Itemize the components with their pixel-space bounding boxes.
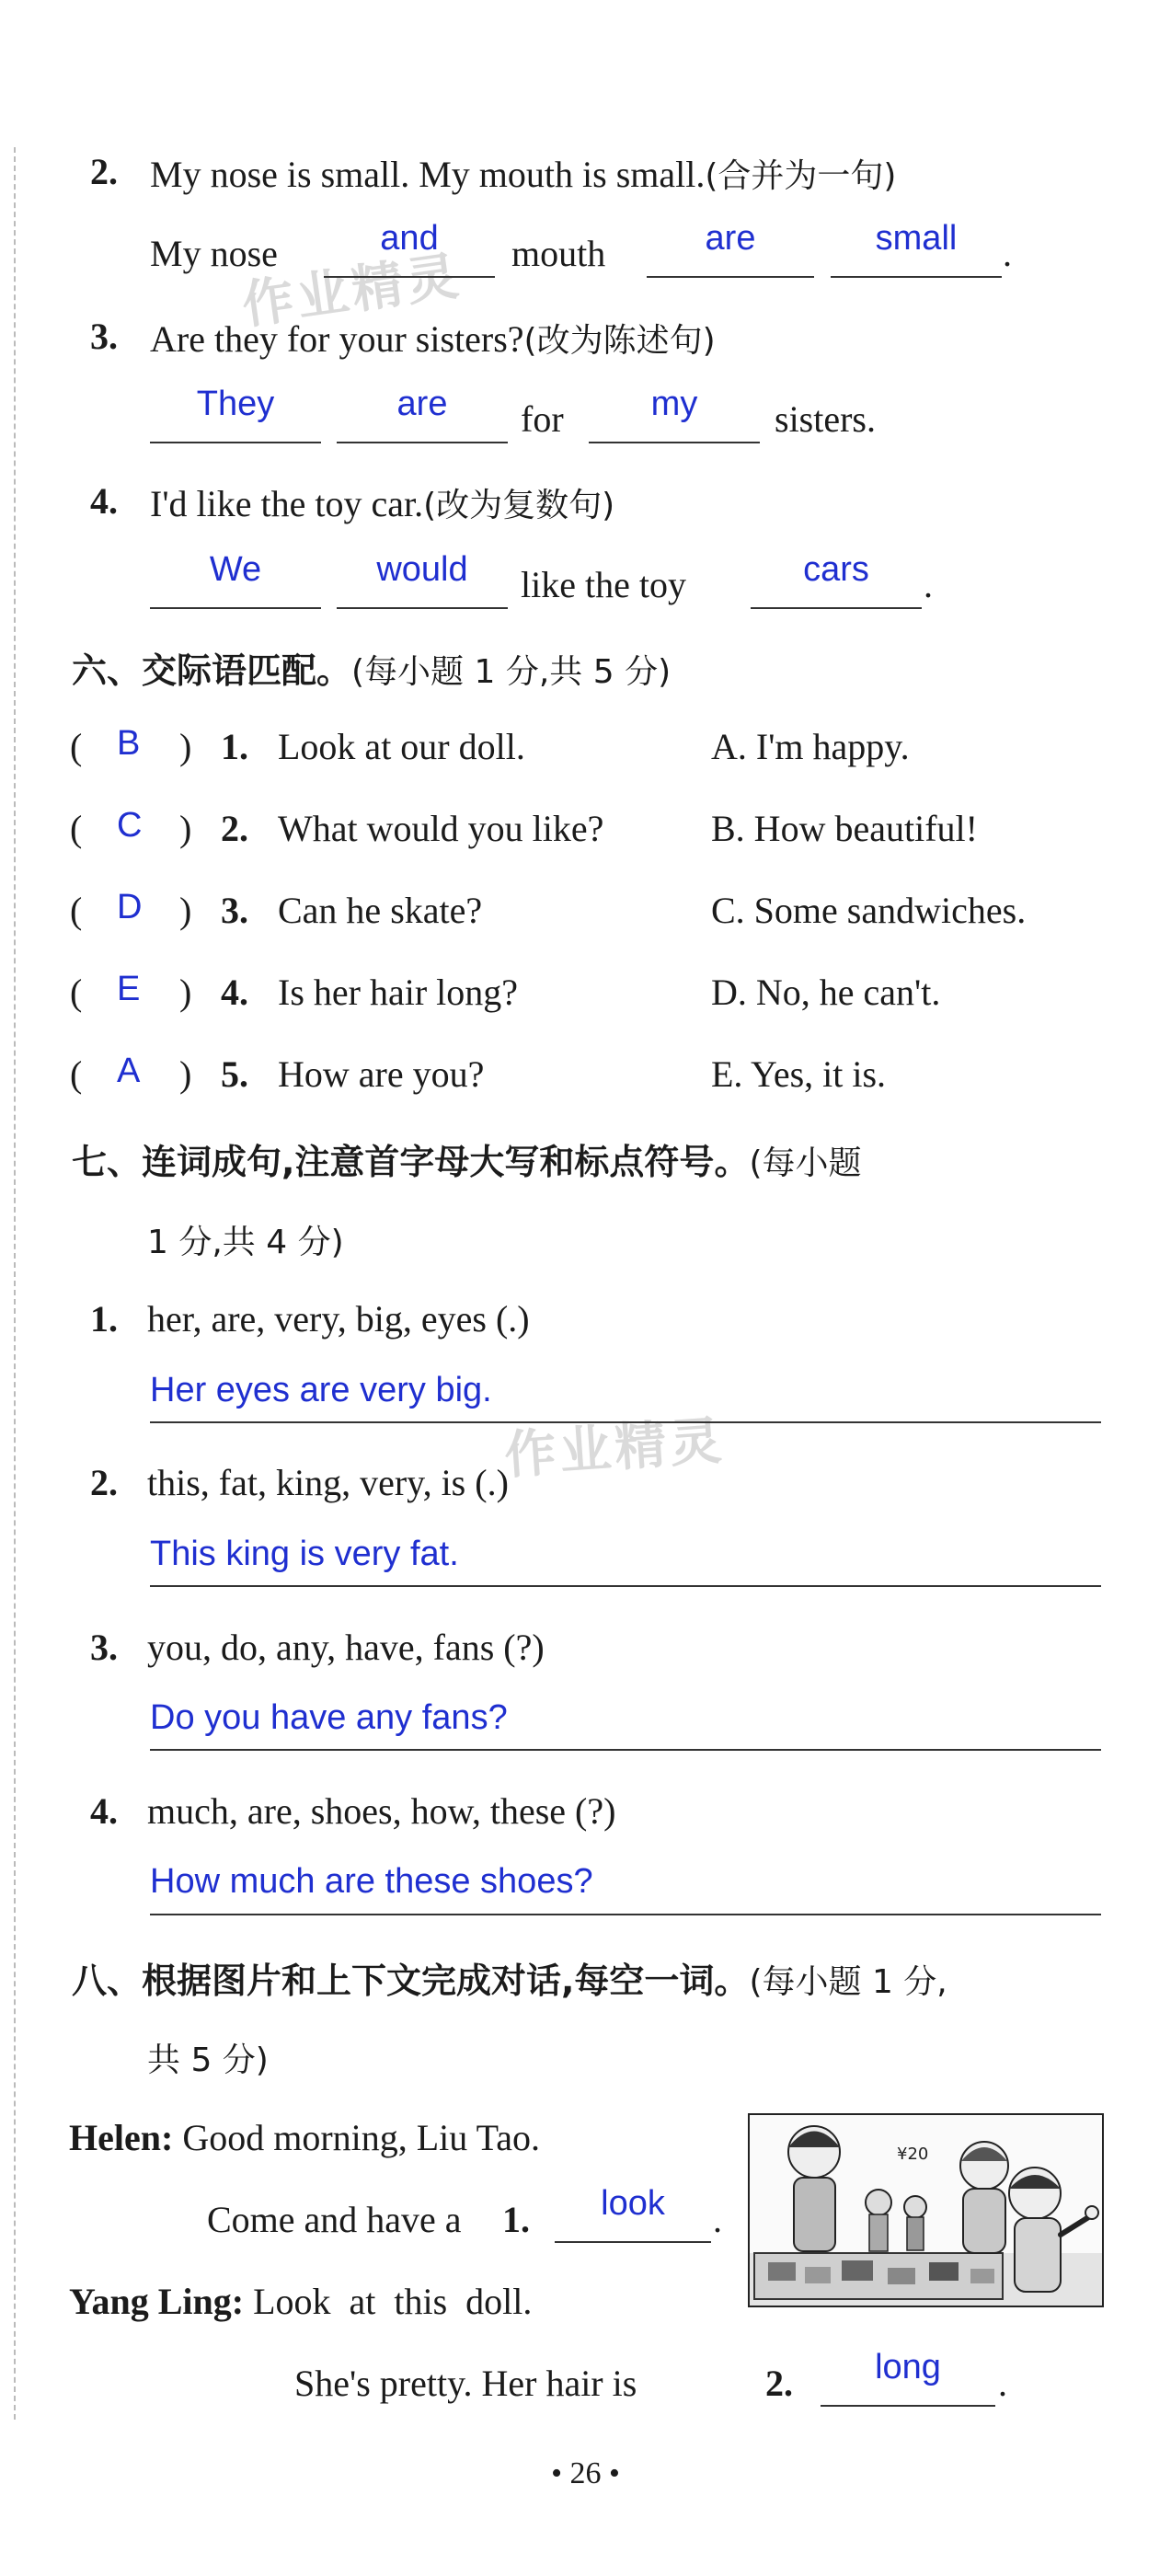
dialogue-text: She's pretty. Her hair is [294, 2363, 637, 2404]
watermark: 作业精灵 [238, 246, 465, 337]
section-score-note: 共 5 分) [147, 2041, 269, 2079]
illustration-drawing [750, 2115, 1102, 2306]
sentence-end-period: . [1003, 233, 1012, 274]
scrambled-words: you, do, any, have, fans (?) [147, 1627, 545, 1668]
instruction-note: (改为陈述句) [523, 322, 716, 360]
answer-bracket: ( [70, 890, 83, 931]
seller-figure [788, 2126, 840, 2251]
illustration-doll-stall [748, 2113, 1104, 2307]
match-question: Is her hair long? [278, 972, 519, 1013]
question-text [150, 150, 896, 197]
doll-figures [866, 2190, 926, 2251]
answer-line-start: My nose [150, 233, 278, 274]
match-option: A. I'm happy. [711, 726, 910, 767]
answer-bracket: ( [70, 726, 83, 767]
answer-bracket: ( [70, 972, 83, 1013]
dialogue-line [69, 2116, 540, 2159]
dialogue-line [69, 2280, 532, 2323]
page-number: • 26 • [551, 2456, 620, 2490]
match-answer[interactable]: C [117, 806, 143, 845]
question-number: 2. [221, 808, 248, 849]
answer-text[interactable]: This king is very fat. [150, 1535, 459, 1573]
section-score-note: (每小题 [749, 1144, 862, 1182]
speaker-name: Helen [69, 2117, 161, 2158]
answer-bracket: ) [179, 972, 192, 1013]
answer-text: are [396, 385, 448, 423]
answer-bracket: ) [179, 726, 192, 767]
answer-blank[interactable] [150, 550, 321, 609]
question-number: 2. [90, 1462, 118, 1503]
answer-line-word: like the toy [521, 564, 686, 605]
match-option: D. No, he can't. [711, 972, 941, 1013]
match-question: Can he skate? [278, 890, 483, 931]
question-sentence: Are they for your sisters? [150, 318, 524, 360]
answer-blank[interactable] [555, 2184, 711, 2243]
answer-text: are [705, 219, 756, 258]
blank-number: 1. [502, 2199, 530, 2240]
margin-guide-line [14, 147, 16, 2420]
answer-bracket: ) [179, 890, 192, 931]
answer-bracket: ) [179, 808, 192, 849]
answer-text[interactable]: Do you have any fans? [150, 1698, 508, 1737]
match-answer[interactable]: B [117, 724, 141, 763]
answer-bracket: ( [70, 1053, 83, 1095]
question-number: 5. [221, 1053, 248, 1095]
match-answer[interactable]: A [117, 1052, 141, 1090]
section-title: 七、连词成句,注意首字母大写和标点符号。 [72, 1142, 750, 1182]
speaker-name: Yang Ling [69, 2281, 232, 2322]
answer-text: cars [803, 550, 869, 589]
section-score-note: 1 分,共 4 分) [147, 1224, 344, 1261]
section-heading [72, 642, 671, 693]
section-title: 六、交际语匹配。 [72, 650, 352, 691]
question-sentence: My nose is small. My mouth is small. [150, 154, 706, 195]
question-text [150, 315, 716, 362]
dialogue-text: Good morning, Liu Tao. [182, 2117, 540, 2158]
toy-table [754, 2253, 1003, 2299]
answer-line-word: for [521, 398, 564, 440]
answer-line [150, 1749, 1101, 1751]
answer-text: long [875, 2348, 941, 2386]
answer-text: would [376, 550, 468, 589]
speaker-colon: : [160, 2117, 174, 2158]
section-heading [72, 1952, 947, 2003]
instruction-note: (合并为一句) [705, 157, 897, 195]
dialogue-text: Look at this doll. [253, 2281, 533, 2322]
answer-bracket: ( [70, 808, 83, 849]
sentence-end-period: . [713, 2199, 722, 2240]
answer-text: look [601, 2184, 665, 2223]
match-answer[interactable]: D [117, 888, 143, 926]
match-option: E. Yes, it is. [711, 1053, 887, 1095]
question-number: 1. [221, 726, 248, 767]
answer-line-word: sisters. [775, 398, 876, 440]
scrambled-words: her, are, very, big, eyes (.) [147, 1298, 530, 1340]
answer-blank[interactable] [324, 219, 495, 278]
instruction-note: (改为复数句) [423, 487, 615, 524]
blank-number: 2. [765, 2363, 793, 2404]
scrambled-words: much, are, shoes, how, these (?) [147, 1790, 616, 1832]
question-number: 1. [90, 1298, 118, 1340]
answer-blank[interactable] [150, 385, 321, 443]
watermark: 作业精灵 [502, 1410, 728, 1487]
answer-blank[interactable] [831, 219, 1002, 278]
section-score-note: (每小题 1 分, [749, 1963, 947, 2001]
section-score-note: (每小题 1 分,共 5 分) [351, 653, 672, 691]
section-title: 八、根据图片和上下文完成对话,每空一词。 [72, 1961, 750, 2001]
answer-blank[interactable] [821, 2348, 995, 2407]
price-tag: ¥20 [897, 2145, 929, 2164]
answer-blank[interactable] [589, 385, 760, 443]
answer-text: my [650, 385, 698, 423]
sentence-end-period: . [998, 2363, 1007, 2404]
match-question: Look at our doll. [278, 726, 525, 767]
match-option: C. Some sandwiches. [711, 890, 1027, 931]
answer-text: We [209, 550, 262, 589]
match-question: How are you? [278, 1053, 485, 1095]
dialogue-text: Come and have a [207, 2199, 462, 2240]
answer-blank[interactable] [647, 219, 814, 278]
answer-line [150, 1914, 1101, 1915]
match-option: B. How beautiful! [711, 808, 978, 849]
section-heading [72, 1133, 862, 1184]
answer-line [150, 1585, 1101, 1587]
sentence-end-period: . [924, 564, 933, 605]
question-sentence: I'd like the toy car. [150, 483, 424, 524]
answer-text[interactable]: How much are these shoes? [150, 1862, 593, 1901]
question-number: 4. [221, 972, 248, 1013]
answer-text[interactable]: Her eyes are very big. [150, 1371, 492, 1409]
question-text [150, 479, 614, 526]
answer-blank[interactable] [751, 550, 922, 609]
question-number: 4. [90, 480, 118, 522]
question-number: 2. [90, 151, 118, 192]
scrambled-words: this, fat, king, very, is (.) [147, 1462, 509, 1503]
question-number: 3. [90, 316, 118, 357]
match-answer[interactable]: E [117, 970, 141, 1008]
answer-blank[interactable] [337, 385, 508, 443]
match-question: What would you like? [278, 808, 604, 849]
answer-bracket: ) [179, 1053, 192, 1095]
question-number: 4. [90, 1790, 118, 1832]
answer-text: They [196, 385, 275, 423]
answer-text: and [380, 219, 439, 258]
question-number: 3. [90, 1627, 118, 1668]
answer-line-word: mouth [511, 233, 606, 274]
speaker-colon: : [231, 2281, 245, 2322]
answer-text: small [875, 219, 958, 258]
answer-line [150, 1421, 1101, 1423]
answer-blank[interactable] [337, 550, 508, 609]
question-number: 3. [221, 890, 248, 931]
